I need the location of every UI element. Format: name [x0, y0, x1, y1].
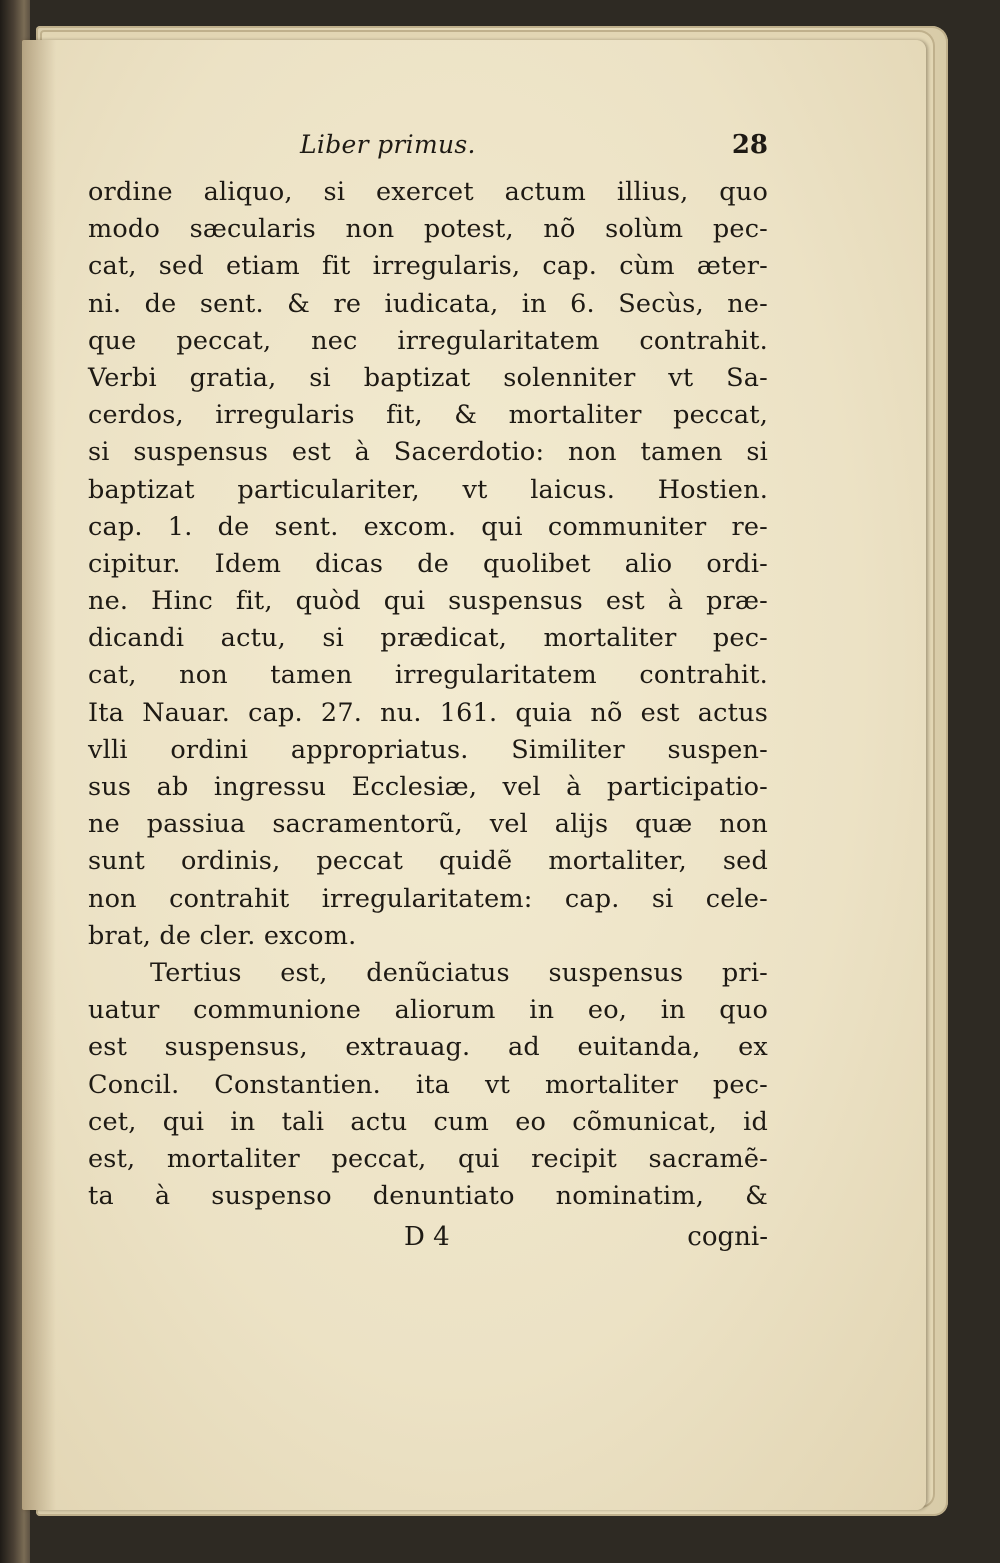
text-line: ne passiua sacramentorũ, vel alijs quæ non: [88, 809, 768, 840]
text-line: Verbi gratia, si baptizat solenniter vt Sa-: [88, 362, 768, 393]
text-line: uatur communione aliorum in eo, in quo: [88, 995, 768, 1026]
text-line: Ita Nauar. cap. 27. nu. 161. quia nõ est actus: [88, 697, 768, 728]
body-text: [88, 174, 768, 1215]
page-number: 28: [731, 130, 768, 160]
text-line: non contrahit irregularitatem: cap. si cele-: [88, 883, 768, 914]
text-line: cat, non tamen irregularitatem contrahit.: [88, 660, 768, 691]
page-gutter-shadow: [22, 40, 56, 1510]
text-line: brat, de cler. excom.: [88, 920, 357, 951]
signature-mark: D 4: [404, 1222, 450, 1253]
text-line: si suspensus est à Sacerdotio: non tamen si: [88, 437, 768, 468]
text-line: ni. de sent. & re iudicata, in 6. Secùs, ne-: [88, 288, 768, 319]
text-line: cet, qui in tali actu cum eo cõmunicat, id: [88, 1106, 768, 1137]
text-line: cap. 1. de sent. excom. qui communiter re-: [88, 511, 768, 542]
text-line: est suspensus, extrauag. ad euitanda, ex: [88, 1032, 768, 1063]
text-line: vlli ordini appropriatus. Similiter suspen-: [88, 734, 768, 765]
text-line: dicandi actu, si prædicat, mortaliter pec-: [88, 623, 768, 654]
text-line: baptizat particulariter, vt laicus. Hostien.: [88, 474, 768, 505]
text-line: que peccat, nec irregularitatem contrahit.: [88, 325, 768, 356]
text-line: cat, sed etiam fit irregularis, cap. cùm æter-: [88, 251, 768, 282]
text-line: est, mortaliter peccat, qui recipit sacramẽ-: [88, 1143, 768, 1174]
text-line: Concil. Constantien. ita vt mortaliter pec-: [88, 1069, 768, 1100]
text-line: ta à suspenso denuntiato nominatim, &: [88, 1181, 768, 1212]
catchword: cogni-: [687, 1222, 768, 1253]
page-header: [88, 130, 768, 174]
text-line: Tertius est, denũciatus suspensus pri-: [150, 957, 768, 988]
running-head: Liber primus.: [300, 130, 476, 159]
text-line: sunt ordinis, peccat quidẽ mortaliter, sed: [88, 846, 768, 877]
text-line: sus ab ingressu Ecclesiæ, vel à participatio-: [88, 772, 768, 802]
text-line: ne. Hinc fit, quòd qui suspensus est à præ-: [88, 586, 768, 617]
text-line: ordine aliquo, si exercet actum illius, quo: [88, 177, 768, 207]
text-line: cerdos, irregularis fit, & mortaliter peccat,: [88, 400, 768, 431]
page-footer: [88, 1217, 768, 1257]
text-block: [88, 130, 768, 1257]
text-line: modo sæcularis non potest, nõ solùm pec-: [88, 214, 768, 245]
text-line: cipitur. Idem dicas de quolibet alio ordi-: [88, 548, 768, 579]
